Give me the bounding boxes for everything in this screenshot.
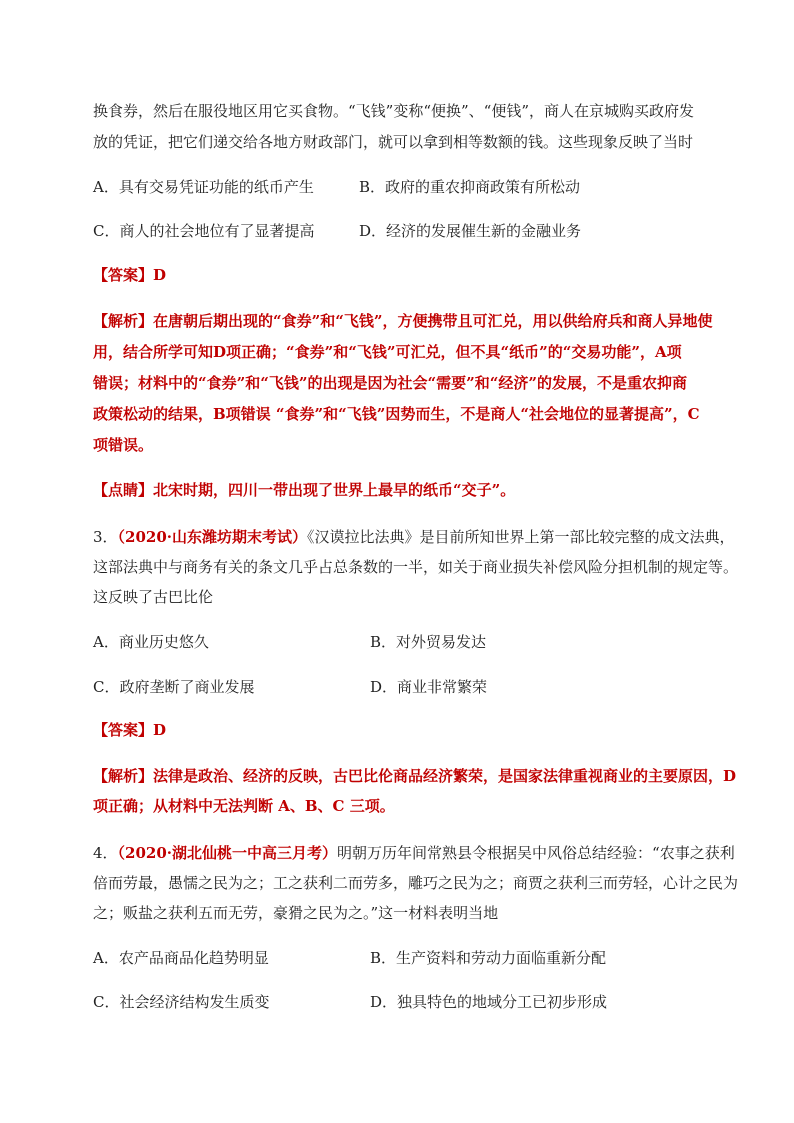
analysis-text: 在唐朝后期出现的“食券”和“飞钱”，方便携带且可汇兑，用以供给府兵和商人异地使 — [153, 312, 713, 330]
q2-analysis-line-2: 用，结合所学可知D项正确；“食券”和“飞钱”可汇兑，但不具“纸币”的“交易功能”，A项 — [93, 343, 682, 361]
q3-analysis-line-1 — [93, 766, 736, 786]
q2-tip — [93, 480, 515, 500]
question-number: 3． — [93, 528, 118, 546]
q2-analysis-line-1 — [93, 311, 713, 331]
q4-option-a: A．农产品商品化趋势明显 — [93, 949, 269, 967]
question-source: （2020·湖北仙桃一中高三月考） — [117, 844, 338, 862]
q2-analysis-line-5: 项错误。 — [93, 436, 154, 454]
analysis-tag: 【解析】 — [93, 767, 154, 785]
q3-option-c: C．政府垄断了商业发展 — [93, 678, 255, 696]
q2-stem-line-2: 放的凭证，把它们递交给各地方财政部门，就可以拿到相等数额的钱。这些现象反映了当时 — [93, 133, 694, 151]
q4-stem-line-2: 倍而劳最，愚懦之民为之；工之获利二而劳多，雕巧之民为之；商贾之获利三而劳轻，心计之民为 — [93, 874, 739, 892]
q3-option-b: B．对外贸易发达 — [370, 633, 487, 651]
q2-option-d: D．经济的发展催生新的金融业务 — [359, 222, 582, 240]
q3-stem-line-1 — [93, 527, 735, 547]
analysis-tag: 【解析】 — [93, 312, 154, 330]
q4-option-d: D．独具特色的地域分工已初步形成 — [370, 993, 608, 1011]
q3-analysis-line-2: 项正确；从材料中无法判断 A、B、C 三项。 — [93, 797, 395, 815]
q3-stem-text: 《汉谟拉比法典》是目前所知世界上第一部比较完整的成文法典， — [307, 528, 735, 546]
q2-answer — [93, 265, 166, 285]
answer-tag: 【答案】 — [93, 266, 154, 284]
q4-stem-text: 明朝万历年间常熟县令根据吴中风俗总结经验：“农事之获利 — [337, 844, 735, 862]
q2-analysis-line-4: 政策松动的结果，B项错误 “食券”和“飞钱”因势而生，不是商人“社会地位的显著提高”，C — [93, 405, 700, 423]
answer-value: D — [153, 266, 167, 284]
q3-option-d: D．商业非常繁荣 — [370, 678, 488, 696]
question-number: 4． — [93, 844, 118, 862]
q3-stem-line-2: 这部法典中与商务有关的条文几乎占总条数的一半，如关于商业损失补偿风险分担机制的规定等。 — [93, 558, 739, 576]
q3-stem-line-3: 这反映了古巴比伦 — [93, 588, 214, 606]
q4-stem-line-3: 之；贩盐之获利五而无劳，豪猾之民为之。”这一材料表明当地 — [93, 904, 499, 922]
q2-analysis-line-3: 错误；材料中的“食券”和“飞钱”的出现是因为社会“需要”和“经济”的发展，不是重农抑商 — [93, 374, 688, 392]
tip-tag: 【点睛】 — [93, 481, 154, 499]
q4-option-c: C．社会经济结构发生质变 — [93, 993, 270, 1011]
tip-text: 北宋时期，四川一带出现了世界上最早的纸币“交子”。 — [153, 481, 516, 499]
q2-option-c: C．商人的社会地位有了显著提高 — [93, 222, 315, 240]
answer-tag: 【答案】 — [93, 721, 154, 739]
question-source: （2020·山东潍坊期末考试） — [117, 528, 308, 546]
q3-answer — [93, 720, 166, 740]
q2-option-a: A．具有交易凭证功能的纸币产生 — [93, 178, 314, 196]
q3-option-a: A．商业历史悠久 — [93, 633, 209, 651]
q2-option-b: B．政府的重农抑商政策有所松动 — [359, 178, 581, 196]
q4-stem-line-1 — [93, 843, 735, 863]
answer-value: D — [153, 721, 167, 739]
q4-option-b: B．生产资料和劳动力面临重新分配 — [370, 949, 607, 967]
analysis-text: 法律是政治、经济的反映，古巴比伦商品经济繁荣，是国家法律重视商业的主要原因，D — [153, 767, 737, 785]
q2-stem-line-1: 换食券，然后在服役地区用它买食物。“飞钱”变称“便换”、“便钱”，商人在京城购买政府发 — [93, 102, 695, 120]
